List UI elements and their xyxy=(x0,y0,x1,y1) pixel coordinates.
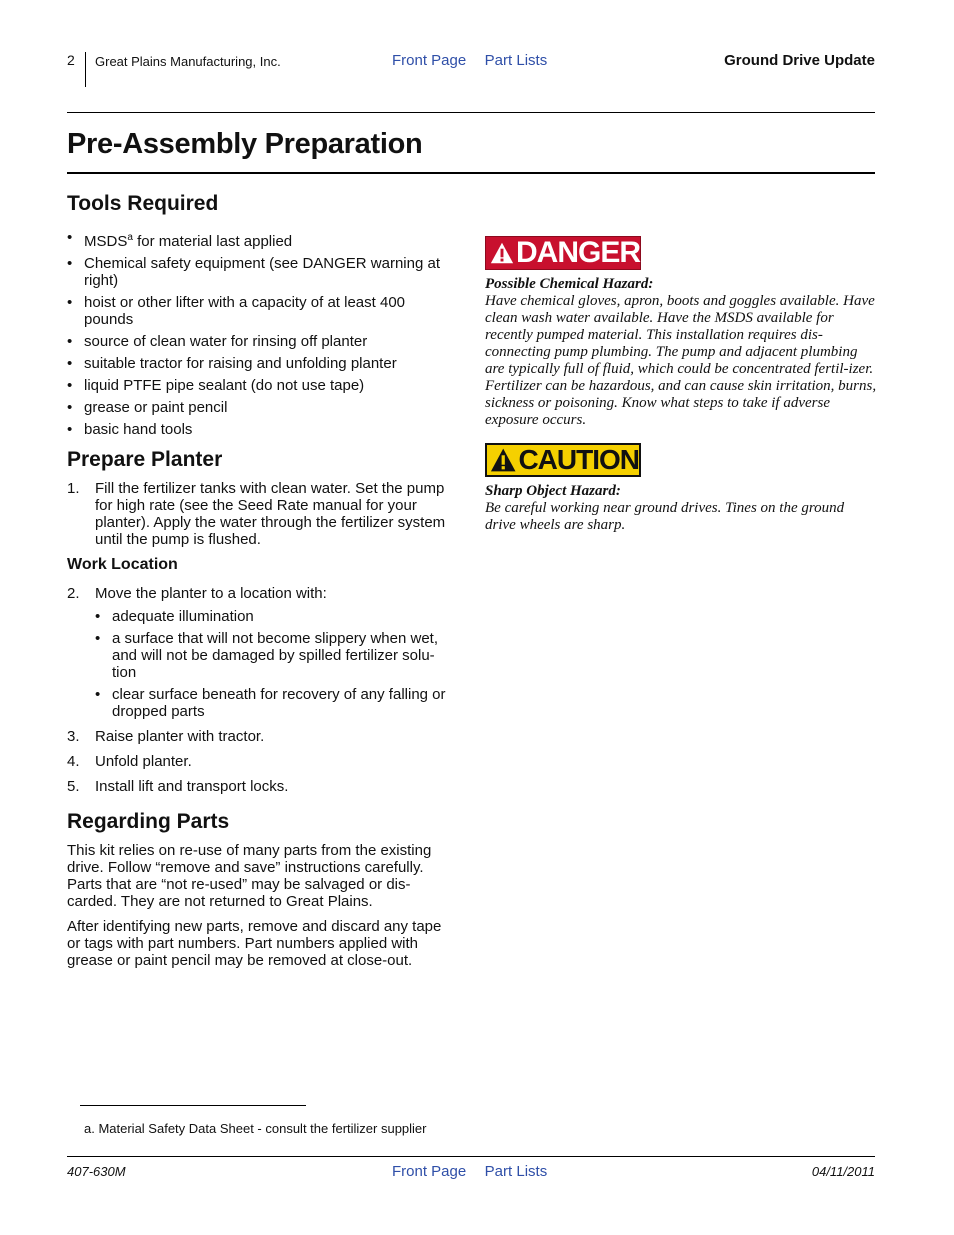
location-list xyxy=(95,608,457,725)
revision-date: 04/11/2011 xyxy=(811,1164,875,1179)
step-4: 4. Unfold planter. xyxy=(67,753,192,770)
tools-list xyxy=(67,229,457,443)
list-item: • source of clean water for rinsing off planter xyxy=(67,333,457,350)
danger-label: DANGER xyxy=(485,236,641,270)
caution-title: Sharp Object Hazard: xyxy=(485,483,621,499)
header-divider xyxy=(85,52,86,87)
company-name: Great Plains Manufacturing, Inc. xyxy=(95,54,281,69)
list-item: • grease or paint pencil xyxy=(67,399,457,416)
doc-number: 407-630M xyxy=(67,1164,126,1179)
step-3: 3. Raise planter with tractor. xyxy=(67,728,265,745)
footer-nav xyxy=(392,1163,561,1181)
part-lists-link[interactable]: Part Lists xyxy=(484,1163,548,1180)
danger-text: Have chemical gloves, apron, boots and goggles available. Have clean wash water available. Have the MSDS available for recently pumped material. This installation requires dis-connecting pump plumbing. The pump and adjacent plumbing are typically full of fluid, which could be concentrated fertil-izer. Fertilizer can be hazardous, and can cause skin irritation, burns, sickness or poisoning. Know what steps to take if adverse exposure occurs. xyxy=(485,293,877,428)
footer-rule xyxy=(67,1156,875,1157)
page-title: Pre-Assembly Preparation xyxy=(67,128,423,160)
regarding-para-1: This kit relies on re-use of many parts from the existing drive. Follow “remove and save” instructions carefully. Parts that are “not re-used” may be salvaged or dis-carded. They are not returned to Great Plains. xyxy=(67,842,432,910)
regarding-heading: Regarding Parts xyxy=(67,810,230,833)
list-item: • adequate illumination xyxy=(95,608,457,625)
step-5: 5. Install lift and transport locks. xyxy=(67,778,289,795)
prepare-heading: Prepare Planter xyxy=(67,448,223,471)
danger-title: Possible Chemical Hazard: xyxy=(485,276,654,292)
list-item: • hoist or other lifter with a capacity of at least 400 pounds xyxy=(67,294,457,328)
regarding-para-2: After identifying new parts, remove and discard any tape or tags with part numbers. Part numbers applied with grease or paint pencil may be removed at close-out. xyxy=(67,918,442,969)
caution-label: CAUTION xyxy=(485,443,641,477)
page-number: 2 xyxy=(67,52,75,68)
list-item: • clear surface beneath for recovery of any falling or dropped parts xyxy=(95,686,457,720)
warning-triangle-icon xyxy=(490,240,514,266)
list-item: • suitable tractor for raising and unfolding planter xyxy=(67,355,457,372)
front-page-link[interactable]: Front Page xyxy=(392,1163,467,1180)
work-location-heading: Work Location xyxy=(67,556,178,573)
list-item: • a surface that will not become slippery when wet, and will not be damaged by spilled fertilizer solu-tion xyxy=(95,630,457,681)
doc-title: Ground Drive Update xyxy=(724,52,875,69)
warning-triangle-icon xyxy=(490,447,516,473)
list-item: • basic hand tools xyxy=(67,421,457,438)
front-page-link[interactable]: Front Page xyxy=(392,52,467,69)
header-nav xyxy=(392,52,561,70)
step-1: 1. Fill the fertilizer tanks with clean water. Set the pump for high rate (see the Seed Rate manual for your planter). Apply the water through the fertilizer system until the pump is flushed. xyxy=(67,480,446,548)
part-lists-link[interactable]: Part Lists xyxy=(484,52,548,69)
footnote: a. Material Safety Data Sheet - consult the fertilizer supplier xyxy=(84,1121,427,1136)
list-item: • Chemical safety equipment (see DANGER warning at right) xyxy=(67,255,457,289)
list-item: • liquid PTFE pipe sealant (do not use tape) xyxy=(67,377,457,394)
footnote-rule xyxy=(80,1105,306,1106)
caution-text: Be careful working near ground drives. Tines on the ground drive wheels are sharp. xyxy=(485,500,845,533)
title-rule xyxy=(67,172,875,174)
tools-heading: Tools Required xyxy=(67,192,219,215)
list-item: • MSDS$^a$ for material last applied xyxy=(67,229,457,250)
step-2: 2. Move the planter to a location with: xyxy=(67,585,327,602)
header-rule xyxy=(67,112,875,113)
